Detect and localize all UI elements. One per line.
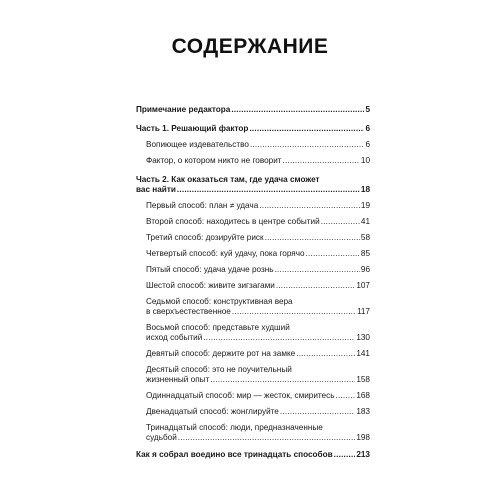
- table-of-contents: [136, 105, 370, 460]
- dot-leader: [275, 265, 360, 275]
- toc-entry-label: Первый способ: план ≠ удача: [146, 201, 259, 210]
- toc-entry-label: Фактор, о котором никто не говорит: [146, 156, 282, 165]
- toc-entry-label: Часть 1. Решающий фактор: [136, 124, 249, 133]
- toc-entry-chapter[interactable]: [136, 391, 370, 401]
- toc-page-number: 18: [360, 185, 370, 194]
- dot-leader: [250, 140, 365, 150]
- toc-entry-label-line-1: Восьмой способ: представьте худший: [146, 323, 290, 332]
- toc-page-number: 168: [356, 391, 370, 400]
- toc-entry-conclusion[interactable]: [136, 450, 370, 460]
- toc-entry-label-line-1: Десятый способ: это не поучительный: [146, 365, 292, 374]
- toc-page-number: 117: [356, 307, 370, 316]
- dot-leader: [249, 124, 364, 134]
- toc-page-number: 158: [356, 375, 370, 384]
- toc-entry-label-line-2: судьбой: [146, 433, 177, 442]
- dot-leader: [178, 433, 356, 443]
- toc-entry-label-line-1: Тринадцатый способ: люди, предназначенные: [146, 423, 323, 432]
- toc-page-number: 10: [360, 156, 370, 165]
- toc-entry-chapter[interactable]: [136, 201, 370, 211]
- dot-leader: [259, 201, 360, 211]
- toc-entry-chapter[interactable]: [136, 423, 370, 443]
- dot-leader: [334, 450, 356, 460]
- toc-entry-label: Как я собрал воедино все тринадцать способов: [136, 450, 333, 459]
- toc-entry-chapter[interactable]: [136, 217, 370, 227]
- toc-entry-label: Третий способ: дозируйте риск: [146, 233, 264, 242]
- dot-leader: [306, 249, 360, 259]
- toc-page-number: 213: [356, 450, 370, 459]
- toc-entry-chapter[interactable]: [136, 323, 370, 343]
- dot-leader: [335, 391, 355, 401]
- dot-leader: [177, 185, 360, 195]
- toc-page-number: 6: [365, 124, 370, 133]
- toc-entry-label: Вопиющее издевательство: [146, 140, 249, 149]
- dot-leader: [232, 307, 356, 317]
- toc-entry-chapter[interactable]: [136, 140, 370, 150]
- toc-page-number: 198: [356, 433, 370, 442]
- toc-entry-chapter[interactable]: [136, 297, 370, 317]
- toc-entry-label: Четвертый способ: куй удачу, пока горячо: [146, 249, 305, 258]
- dot-leader: [283, 156, 360, 166]
- dot-leader: [210, 375, 355, 385]
- toc-entry-label: Пятый способ: удача удаче рознь: [146, 265, 274, 274]
- toc-entry-label: Второй способ: находитесь в центре событий: [146, 217, 320, 226]
- dot-leader: [280, 407, 355, 417]
- dot-leader: [276, 281, 356, 291]
- toc-entry-label-line-2: в сверхъестественное: [146, 307, 231, 316]
- toc-title: СОДЕРЖАНИЕ: [171, 35, 329, 58]
- dot-leader: [265, 233, 360, 243]
- toc-page-number: 58: [360, 233, 370, 242]
- toc-page-number: 183: [356, 407, 370, 416]
- toc-entry-label-line-1: Часть 2. Как оказаться там, где удача сможет: [136, 175, 320, 184]
- toc-entry-chapter[interactable]: [136, 265, 370, 275]
- dot-leader: [296, 349, 355, 359]
- toc-page-number: 85: [360, 249, 370, 258]
- toc-entry-label-line-2: исход событий: [146, 333, 203, 342]
- toc-entry-label: Двенадцатый способ: жонглируйте: [146, 407, 279, 416]
- toc-page-number: 107: [356, 281, 370, 290]
- toc-entry-chapter[interactable]: [136, 365, 370, 385]
- toc-page-number: 41: [360, 217, 370, 226]
- toc-entry-label: Примечание редактора: [136, 105, 231, 114]
- toc-page-number: 130: [356, 333, 370, 342]
- toc-page-number: 6: [365, 140, 370, 149]
- toc-entry-editor-note[interactable]: [136, 105, 370, 115]
- toc-page-number: 141: [356, 349, 370, 358]
- toc-entry-chapter[interactable]: [136, 281, 370, 291]
- toc-entry-chapter[interactable]: [136, 349, 370, 359]
- toc-page-number: 96: [360, 265, 370, 274]
- toc-entry-part-1[interactable]: [136, 124, 370, 134]
- toc-entry-chapter[interactable]: [136, 233, 370, 243]
- dot-leader: [203, 333, 355, 343]
- dot-leader: [321, 217, 360, 227]
- toc-entry-label-line-1: Седьмой способ: конструктивная вера: [146, 297, 293, 306]
- toc-entry-chapter[interactable]: [136, 249, 370, 259]
- toc-page-number: 19: [360, 201, 370, 210]
- toc-entry-label: Шестой способ: живите зигзагами: [146, 281, 275, 290]
- toc-entry-label-line-2: вас найти: [136, 185, 176, 194]
- toc-entry-chapter[interactable]: [136, 156, 370, 166]
- toc-entry-label: Девятый способ: держите рот на замке: [146, 349, 296, 358]
- dot-leader: [231, 105, 364, 115]
- toc-entry-part-2[interactable]: [136, 175, 370, 195]
- toc-entry-label: Одиннадцатый способ: мир — жесток, смиритесь: [146, 391, 335, 400]
- toc-entry-chapter[interactable]: [136, 407, 370, 417]
- toc-entry-label-line-2: жизненный опыт: [146, 375, 210, 384]
- toc-page-number: 5: [365, 105, 370, 114]
